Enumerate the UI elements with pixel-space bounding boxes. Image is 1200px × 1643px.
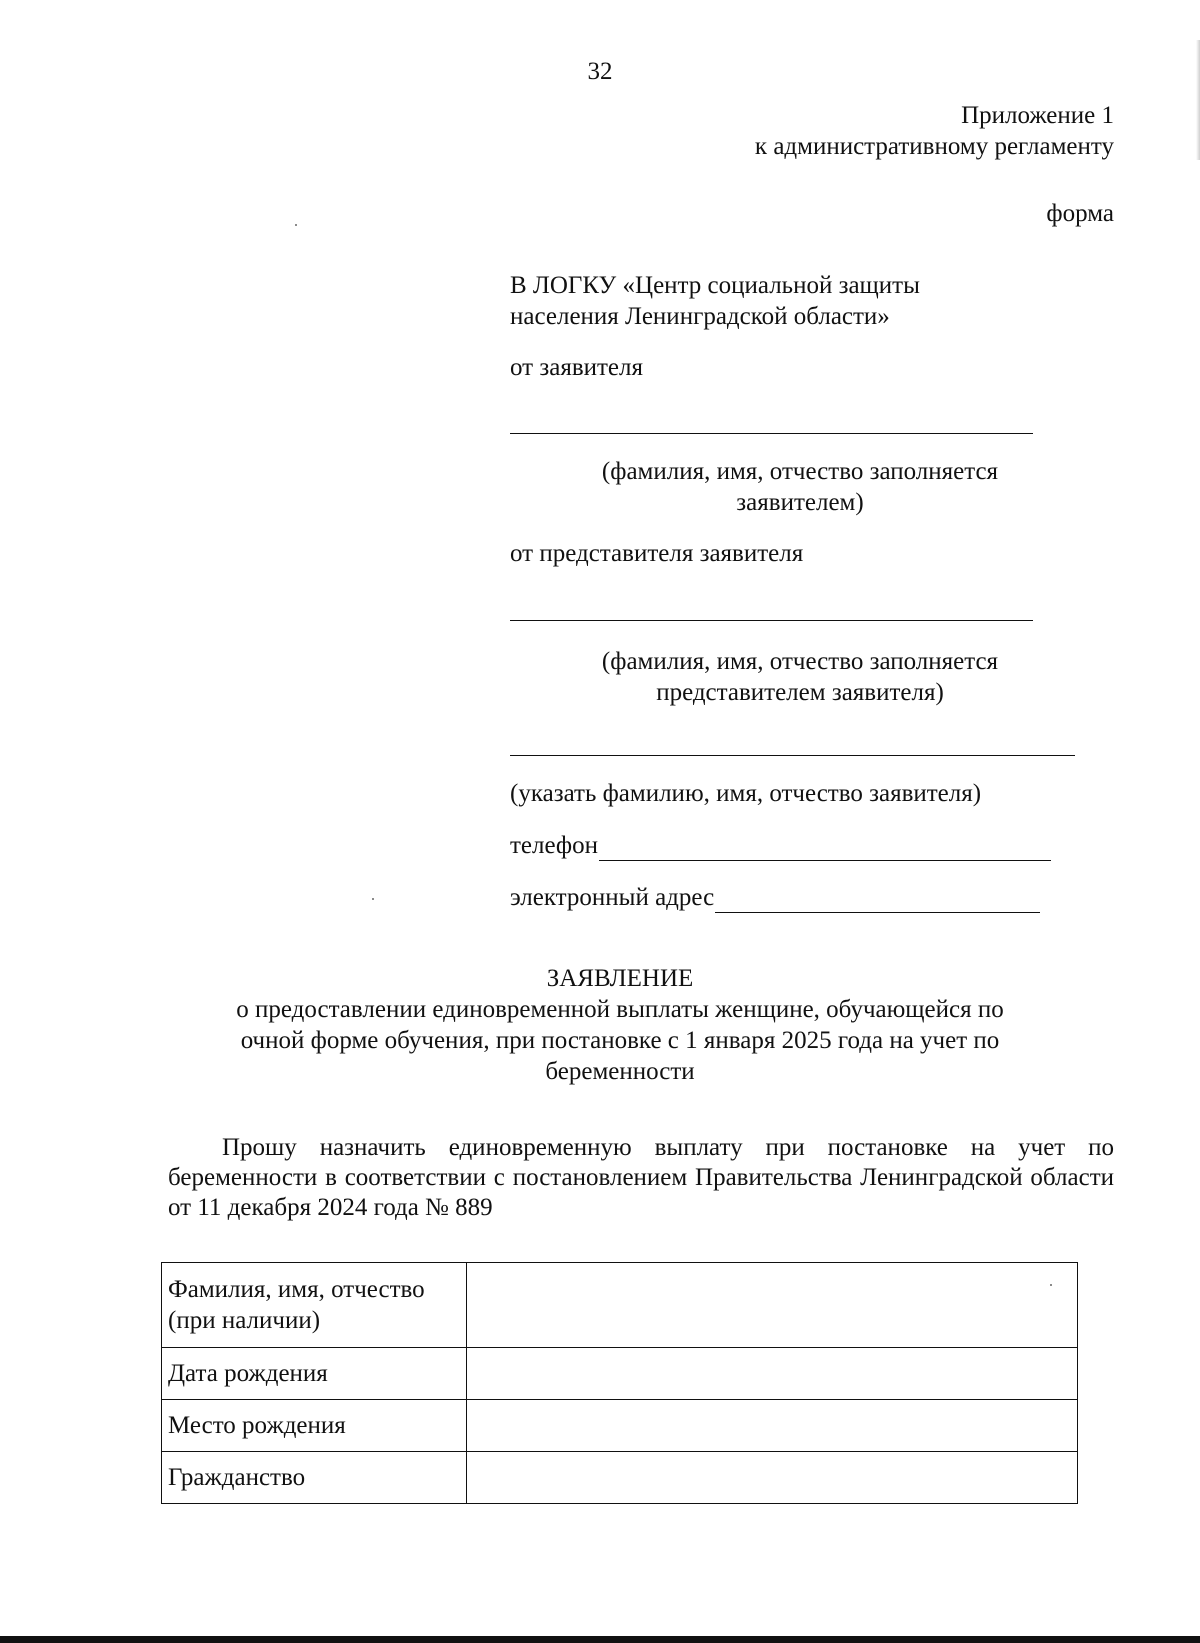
applicant-data-table (161, 1262, 1078, 1504)
representative-hint-line-1: (фамилия, имя, отчество заполняется (601, 648, 999, 675)
table-label-line-2: (при наличии) (168, 1307, 321, 1334)
page-number: 32 (587, 58, 613, 85)
applicant-hint-line-2: заявителем) (736, 489, 864, 516)
request-line-3: Ленинградской области от 11 декабря 2024 года № 889 (168, 1164, 1114, 1221)
representative-hint-line-2: представителем заявителя) (656, 679, 944, 706)
recipient-block (510, 270, 1030, 332)
table-value-cell[interactable] (467, 1348, 1078, 1400)
table-label-cell: Дата рождения (162, 1348, 467, 1400)
form-label: форма (1046, 200, 1114, 227)
scan-speck (372, 898, 374, 900)
statement-subtitle-line-2: очной форме обучения, при постановке с 1 января 2025 года на учет по (240, 1027, 1000, 1054)
representative-name-line[interactable] (510, 620, 1033, 621)
table-label-cell: Гражданство (162, 1452, 467, 1504)
statement-title: ЗАЯВЛЕНИЕ (546, 965, 694, 992)
table-value-cell[interactable] (467, 1263, 1078, 1348)
table-row (162, 1452, 1078, 1504)
applicant-hint (520, 456, 1080, 518)
phone-input-line[interactable] (599, 834, 1051, 861)
recipient-line-1: В ЛОГКУ «Центр социальной защиты (510, 272, 920, 299)
statement-heading (160, 963, 1080, 1087)
scan-edge-shadow (1196, 40, 1200, 160)
table-value-cell[interactable] (467, 1400, 1078, 1452)
scan-speck (1050, 1284, 1052, 1286)
table-row (162, 1400, 1078, 1452)
scan-bottom-border (0, 1636, 1200, 1643)
representative-label: от представителя заявителя (510, 540, 804, 567)
statement-subtitle-line-3: беременности (545, 1058, 695, 1085)
phone-field (510, 830, 1051, 861)
applicant-name-line[interactable] (510, 433, 1033, 434)
scan-speck (295, 224, 297, 226)
email-input-line[interactable] (715, 886, 1040, 913)
table-label-cell (162, 1263, 467, 1348)
applicant-full-name-line[interactable] (510, 755, 1075, 756)
applicant-full-name-hint: (указать фамилию, имя, отчество заявителя) (510, 780, 982, 807)
email-label: электронный адрес (510, 884, 715, 911)
statement-subtitle-line-1: о предоставлении единовременной выплаты женщине, обучающейся по (236, 996, 1004, 1023)
table-row (162, 1263, 1078, 1348)
appendix-line-1: Приложение 1 (961, 102, 1114, 129)
table-row (162, 1348, 1078, 1400)
applicant-label: от заявителя (510, 354, 643, 381)
email-field (510, 882, 1040, 913)
recipient-line-2: населения Ленинградской области» (510, 303, 890, 330)
phone-label: телефон (510, 832, 598, 859)
applicant-hint-line-1: (фамилия, имя, отчество заполняется (601, 458, 999, 485)
representative-hint (520, 646, 1080, 708)
table-value-cell[interactable] (467, 1452, 1078, 1504)
request-line-1: Прошу назначить единовременную выплату при постановке на учет по (222, 1134, 1114, 1161)
table-label-cell: Место рождения (162, 1400, 467, 1452)
table-label-line-1: Фамилия, имя, отчество (168, 1276, 425, 1303)
appendix-line-2: к административному регламенту (754, 133, 1114, 160)
request-line-2: беременности в соответствии с постановлением Правительства (168, 1164, 853, 1191)
request-paragraph (168, 1133, 1114, 1223)
appendix-header (755, 100, 1114, 162)
